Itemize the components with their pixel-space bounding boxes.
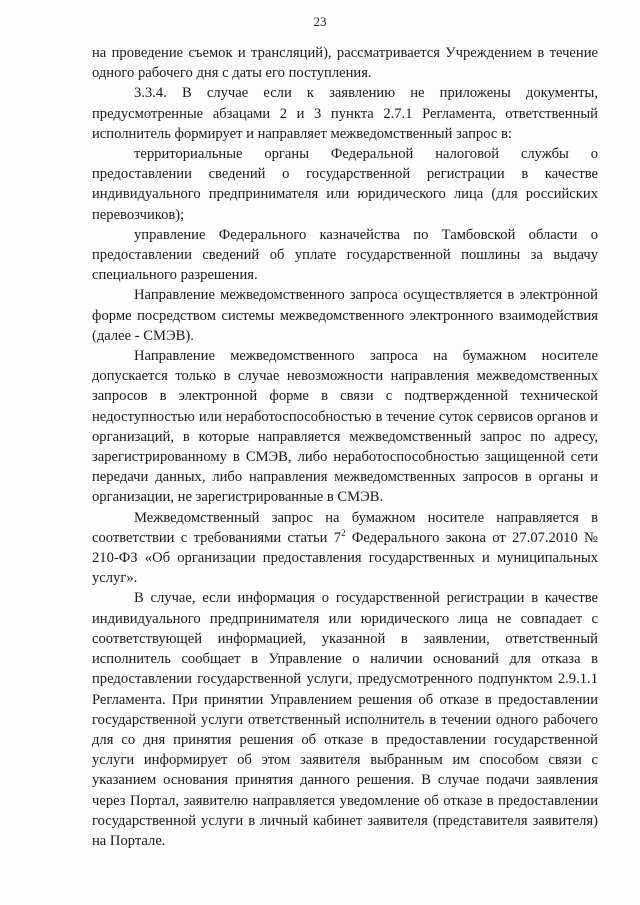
paragraph-paper-request: Направление межведомственного запроса на бумажном носителе допускается только в случае невозможности направления межведомственных запросов в электронной форме в связи с подтвержденной технической недоступностью или неработоспособностью в течение суток сервисов органов и организаций, в которые направляется межведомственный запрос по адресу, зарегистрированному в СМЭВ, либо неработоспособностью защищенной сети передачи данных, либо направления межведомственных запросов в органы и организации, не зарегистрированные в СМЭВ. <box>92 348 598 506</box>
paragraph-federal-law <box>92 508 598 589</box>
paragraph-treasury: управление Федерального казначейства по Тамбовской области о предоставлении сведений об уплате государственной пошлины за выдачу специального разрешения. <box>92 226 598 284</box>
document-body <box>92 43 598 851</box>
paragraph-tax-service: территориальные органы Федеральной налоговой службы о предоставлении сведений о государственной регистрации в качестве индивидуального предпринимателя или юридического лица (для российских перевозчиков); <box>92 146 598 223</box>
paragraph-continuation: на проведение съемок и трансляций), рассматривается Учреждением в течение одного рабочего дня с даты его поступления. <box>92 45 598 82</box>
paragraph-3-3-4: 3.3.4. В случае если к заявлению не приложены документы, предусмотренные абзацами 2 и 3 пункта 2.7.1 Регламента, ответственный исполнитель формирует и направляет межведомственный запрос в: <box>92 85 598 142</box>
paragraph-refusal: В случае, если информация о государственной регистрации в качестве индивидуального предпринимателя или юридического лица не совпадает с соответствующей информацией, указанной в заявлении, ответственный исполнитель сообщает в Управление о наличии оснований для отказа в предоставлении государственной услуги, предусмотренного подпунктом 2.9.1.1 Регламента. При принятии Управлением решения об отказе в предоставлении государственной услуги ответственный исполнитель в течении одного рабочего для со дня принятия решения об отказе в предоставлении государственной услуги информирует об этом заявителя выбранным им способом связи с указанием основания принятия данного решения. В случае подачи заявления через Портал, заявителю направляется уведомление об отказе в предоставлении государственной услуги в личный кабинет заявителя (представителя заявителя) на Портале. <box>92 590 598 849</box>
paragraph-electronic-request: Направление межведомственного запроса осуществляется в электронной форме посредством системы межведомственного электронного взаимодействия (далее - СМЭВ). <box>92 287 598 344</box>
article-superscript: 2 <box>341 528 346 539</box>
page-number: 23 <box>313 14 327 29</box>
federal-law-text-after: Федерального закона от 27.07.2010 № 210-ФЗ «Об организации предоставления государственных и муниципальных услуг». <box>92 529 598 587</box>
federal-law-text-before: Межведомственный запрос на бумажном носителе направляется в соответствии с требованиями статьи 7 <box>92 509 598 546</box>
